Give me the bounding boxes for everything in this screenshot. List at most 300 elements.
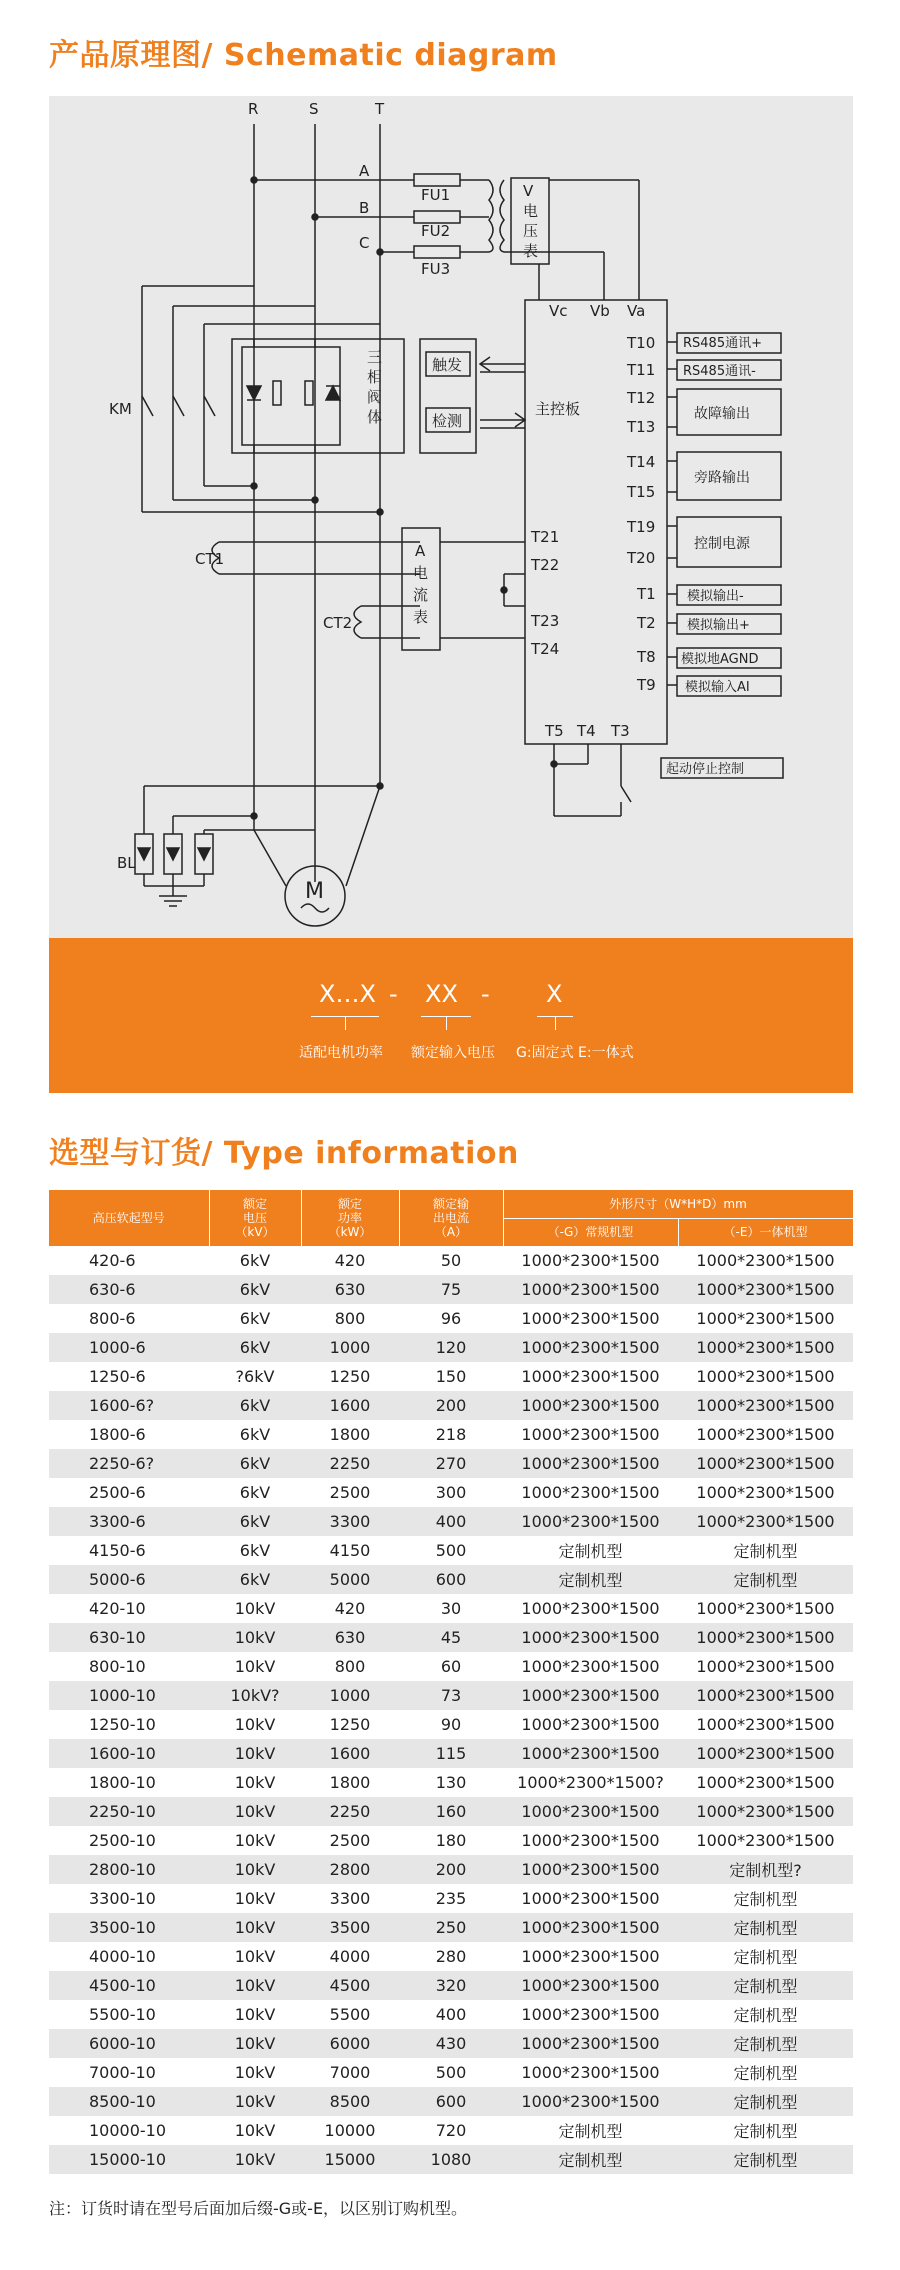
code-type: X	[546, 980, 563, 1008]
fuse-3: FU3	[421, 260, 451, 278]
terminal-t4: T4	[577, 722, 596, 740]
cell-size-g: 1000*2300*1500	[503, 1333, 678, 1362]
cell-voltage: 10kV	[234, 1773, 276, 1792]
cell-voltage: 10kV	[234, 1831, 276, 1850]
cell-size-g: 1000*2300*1500	[503, 1507, 678, 1536]
terminal-t20: T20	[627, 549, 656, 567]
cell-model: 3300-6	[49, 1507, 209, 1536]
cell-voltage: 6kV	[209, 1333, 301, 1362]
cell-current: 30	[440, 1599, 462, 1618]
header-voltage-line-1: 额定	[242, 1197, 267, 1211]
terminal-vc: Vc	[549, 302, 568, 320]
header-power-line-1: 额定	[337, 1197, 362, 1211]
cell-model: 1600-10	[49, 1739, 209, 1768]
cell-model: 630-10	[49, 1623, 209, 1652]
cell-model: 1800-10	[89, 1773, 156, 1792]
cell-size-e: 1000*2300*1500	[696, 1483, 835, 1502]
terminal-t2: T2	[637, 614, 656, 632]
terminal-va: Va	[627, 302, 646, 320]
voltmeter-label-3: 表	[523, 242, 539, 260]
terminal-t24: T24	[531, 640, 560, 658]
cell-voltage: 6kV	[239, 1483, 271, 1502]
table-row	[49, 1246, 853, 1275]
cell-power: 2500	[329, 1483, 371, 1502]
cell-model: 800-6	[89, 1309, 136, 1328]
cell-current: 50	[440, 1251, 462, 1270]
header-power-line-3: （kW）	[328, 1225, 372, 1239]
ammeter-label-2: 流	[413, 586, 429, 604]
cell-size-g: 定制机型	[503, 1565, 678, 1594]
motor-tilde-icon	[301, 904, 329, 912]
code-power: X…X	[319, 980, 376, 1008]
terminal-vb: Vb	[590, 302, 610, 320]
table-row	[49, 1623, 853, 1652]
cell-size-g: 1000*2300*1500	[503, 2087, 678, 2116]
header-model: 高压软起型号	[49, 1190, 209, 1246]
cell-size-e: 定制机型	[733, 2064, 798, 2083]
cell-current: 300	[435, 1483, 467, 1502]
cell-size-e: 1000*2300*1500	[696, 1425, 835, 1444]
code-dash-1: -	[389, 980, 398, 1008]
cell-voltage: 10kV	[234, 1599, 276, 1618]
cell-size-g: 1000*2300*1500	[521, 1715, 660, 1734]
code-voltage: XX	[425, 980, 458, 1008]
cell-current: 600	[399, 1565, 503, 1594]
header-size-g: （-G）常规机型	[503, 1218, 678, 1246]
cell-size-g: 1000*2300*1500	[521, 1889, 660, 1908]
cell-power: 1800	[329, 1773, 371, 1792]
cell-size-e: 定制机型	[733, 1948, 798, 1967]
cell-voltage: 6kV	[209, 1507, 301, 1536]
ammeter-label-1: 电	[413, 564, 429, 582]
cell-size-e: 定制机型	[733, 1542, 798, 1561]
cell-size-e: 1000*2300*1500	[696, 1657, 835, 1676]
cell-power: 2250	[301, 1797, 399, 1826]
cell-voltage: 10kV	[234, 2005, 276, 2024]
cell-size-g: 1000*2300*1500	[503, 1797, 678, 1826]
cell-voltage: 10kV	[209, 1623, 301, 1652]
terminal-t12: T12	[627, 389, 656, 407]
schematic-diagram	[49, 96, 853, 938]
table-row	[49, 1913, 853, 1942]
cell-voltage: ?6kV	[235, 1367, 275, 1386]
model-code-band	[49, 938, 853, 1093]
cell-model: 800-10	[89, 1657, 146, 1676]
type-table-body	[49, 1246, 853, 2174]
cell-current: 180	[435, 1831, 467, 1850]
trigger-label: 触发	[432, 356, 463, 374]
output-agnd: 模拟地AGND	[681, 652, 759, 667]
type-table	[49, 1190, 854, 2174]
output-rs485-minus: RS485通讯-	[683, 364, 756, 379]
cell-size-g: 1000*2300*1500	[521, 1657, 660, 1676]
cell-size-e: 1000*2300*1500	[678, 1333, 853, 1362]
cell-size-g: 1000*2300*1500	[503, 1739, 678, 1768]
cell-power: 7000	[329, 2063, 371, 2082]
terminal-t23: T23	[531, 612, 560, 630]
table-row	[49, 1420, 853, 1449]
thyristor-label-2: 阀	[367, 388, 383, 406]
order-note: 注：订货时请在型号后面加后缀-G或-E，以区别订购机型。	[49, 2199, 468, 2218]
code-caption-voltage: 额定输入电压	[411, 1045, 495, 1061]
cell-current: 200	[399, 1391, 503, 1420]
cell-current: 60	[440, 1657, 462, 1676]
motor-label: M	[305, 879, 324, 904]
km-label: KM	[109, 400, 132, 418]
cell-size-g: 1000*2300*1500	[521, 1831, 660, 1850]
cell-power: 10000	[324, 2121, 376, 2140]
cell-voltage: 6kV	[239, 1309, 271, 1328]
cell-size-e: 定制机型	[678, 2145, 853, 2174]
cell-power: 1250	[329, 1367, 371, 1386]
cell-voltage: 10kV	[209, 1739, 301, 1768]
cell-power: 1800	[329, 1425, 371, 1444]
table-row	[49, 1507, 853, 1536]
terminal-t15: T15	[627, 483, 656, 501]
cell-model: 1800-6	[89, 1425, 146, 1444]
cell-current: 430	[399, 2029, 503, 2058]
cell-current: 115	[399, 1739, 503, 1768]
cell-current: 90	[440, 1715, 462, 1734]
cell-current: 160	[399, 1797, 503, 1826]
cell-model: 2800-10	[49, 1855, 209, 1884]
cell-model: 3500-10	[49, 1913, 209, 1942]
code-dash-2: -	[481, 980, 490, 1008]
cell-current: 1080	[399, 2145, 503, 2174]
cell-power: 2250	[301, 1449, 399, 1478]
table-row	[49, 1275, 853, 1304]
cell-model: 5500-10	[89, 2005, 156, 2024]
cell-power: 420	[334, 1251, 366, 1270]
ct2-label: CT2	[323, 614, 353, 632]
header-voltage-line-3: （kV）	[235, 1225, 275, 1239]
code-tick-1	[345, 1016, 346, 1030]
table-row	[49, 1855, 853, 1884]
cell-power: 4500	[301, 1971, 399, 2000]
terminal-t3: T3	[611, 722, 630, 740]
output-analog-plus: 模拟输出+	[687, 618, 750, 633]
cell-current: 120	[399, 1333, 503, 1362]
cell-model: 630-6	[49, 1275, 209, 1304]
output-analog-in: 模拟输入AI	[685, 680, 750, 695]
cell-size-e: 定制机型	[733, 1890, 798, 1909]
cell-current: 96	[440, 1309, 462, 1328]
phase-s: S	[309, 100, 319, 118]
cell-size-e: 1000*2300*1500	[696, 1715, 835, 1734]
cell-size-g: 1000*2300*1500	[521, 2063, 660, 2082]
cell-size-g: 1000*2300*1500?	[517, 1773, 664, 1792]
table-row	[49, 1565, 853, 1594]
header-size-e: （-E）一体机型	[678, 1218, 853, 1246]
cell-voltage: 6kV	[239, 1541, 271, 1560]
table-row	[49, 1391, 853, 1420]
header-power	[301, 1190, 399, 1246]
terminal-t22: T22	[531, 556, 560, 574]
header-current-line-3: （A）	[434, 1225, 468, 1239]
cell-current: 400	[399, 1507, 503, 1536]
cell-current: 75	[399, 1275, 503, 1304]
cell-power: 15000	[301, 2145, 399, 2174]
terminal-t9: T9	[637, 676, 656, 694]
cell-size-e: 1000*2300*1500	[678, 1797, 853, 1826]
cell-voltage: 10kV	[209, 2145, 301, 2174]
cell-size-e: 定制机型	[678, 1913, 853, 1942]
cell-model: 7000-10	[89, 2063, 156, 2082]
cell-size-g: 1000*2300*1500	[503, 2029, 678, 2058]
cell-size-e: 1000*2300*1500	[696, 1599, 835, 1618]
cell-voltage: 6kV	[209, 1449, 301, 1478]
cell-model: 4500-10	[49, 1971, 209, 2000]
schematic-svg	[49, 96, 853, 938]
terminal-t14: T14	[627, 453, 656, 471]
table-row	[49, 1739, 853, 1768]
cell-size-e: 1000*2300*1500	[678, 1275, 853, 1304]
cell-size-e: 1000*2300*1500	[696, 1251, 835, 1270]
cell-model: 420-10	[89, 1599, 146, 1618]
cell-current: 720	[435, 2121, 467, 2140]
cell-power: 3500	[301, 1913, 399, 1942]
cell-power: 2800	[301, 1855, 399, 1884]
cell-size-g: 定制机型	[503, 2145, 678, 2174]
code-caption-power: 适配电机功率	[299, 1045, 383, 1061]
cell-size-g: 1000*2300*1500	[521, 1309, 660, 1328]
cell-voltage: 10kV	[234, 1657, 276, 1676]
cell-current: 400	[435, 2005, 467, 2024]
cell-voltage: 6kV	[209, 1391, 301, 1420]
cell-size-g: 1000*2300*1500	[503, 1971, 678, 2000]
cell-size-g: 1000*2300*1500	[521, 1599, 660, 1618]
voltmeter-label-0: V	[523, 182, 534, 200]
ammeter-label-0: A	[415, 542, 426, 560]
controller-label: 主控板	[535, 400, 581, 418]
output-fault: 故障输出	[694, 406, 750, 422]
cell-size-g: 1000*2300*1500	[521, 1251, 660, 1270]
cell-size-e: 1000*2300*1500	[696, 1831, 835, 1850]
cell-current: 280	[435, 1947, 467, 1966]
cell-current: 130	[435, 1773, 467, 1792]
terminal-t10: T10	[627, 334, 656, 352]
cell-size-e: 1000*2300*1500	[678, 1449, 853, 1478]
cell-size-g: 1000*2300*1500	[503, 1681, 678, 1710]
cell-model: 10000-10	[89, 2121, 167, 2140]
cell-size-g: 1000*2300*1500	[503, 1913, 678, 1942]
cell-power: 8500	[301, 2087, 399, 2116]
cell-current: 73	[399, 1681, 503, 1710]
cell-model: 8500-10	[49, 2087, 209, 2116]
cell-power: 800	[334, 1309, 366, 1328]
cell-current: 250	[399, 1913, 503, 1942]
cell-size-g: 1000*2300*1500	[503, 1855, 678, 1884]
cell-power: 800	[334, 1657, 366, 1676]
header-current-line-2: 出电流	[432, 1211, 469, 1225]
cell-current: 235	[435, 1889, 467, 1908]
header-size: 外形尺寸（W*H*D）mm	[503, 1190, 853, 1218]
terminal-t11: T11	[627, 361, 656, 379]
cell-voltage: 10kV?	[209, 1681, 301, 1710]
cell-size-g: 1000*2300*1500	[521, 1947, 660, 1966]
cell-power: 630	[301, 1623, 399, 1652]
cell-size-e: 1000*2300*1500	[678, 1681, 853, 1710]
cell-voltage: 10kV	[234, 2063, 276, 2082]
code-caption-type: G:固定式 E:一体式	[516, 1045, 634, 1061]
cell-power: 4000	[329, 1947, 371, 1966]
table-row	[49, 1884, 853, 1913]
cell-size-e: 定制机型?	[678, 1855, 853, 1884]
table-row	[49, 1710, 853, 1739]
cell-voltage: 10kV	[209, 2029, 301, 2058]
section-title-type-info: 选型与订货/ Type information	[49, 1136, 519, 1171]
detect-label: 检测	[432, 412, 463, 430]
table-row	[49, 1362, 853, 1391]
cell-power: 420	[334, 1599, 366, 1618]
table-row	[49, 1681, 853, 1710]
cell-model: 15000-10	[49, 2145, 209, 2174]
table-row	[49, 2145, 853, 2174]
cell-power: 1600	[301, 1739, 399, 1768]
thyristor-label-1: 相	[367, 368, 383, 386]
cell-voltage: 6kV	[209, 1275, 301, 1304]
header-current-line-1: 额定输	[432, 1197, 469, 1211]
table-row	[49, 1304, 853, 1333]
cell-voltage: 10kV	[209, 1855, 301, 1884]
phase-t: T	[375, 100, 385, 118]
cell-voltage: 10kV	[234, 1889, 276, 1908]
header-current	[399, 1190, 503, 1246]
cell-model: 1000-6	[49, 1333, 209, 1362]
cell-model: 2500-6	[89, 1483, 146, 1502]
cell-model: 5000-6	[49, 1565, 209, 1594]
table-row	[49, 1478, 853, 1507]
cell-size-e: 1000*2300*1500	[678, 1391, 853, 1420]
code-tick-3	[555, 1016, 556, 1030]
terminal-t5: T5	[545, 722, 564, 740]
thyristor-label-3: 体	[367, 408, 383, 426]
cell-power: 1000	[301, 1681, 399, 1710]
section-title-schematic: 产品原理图/ Schematic diagram	[49, 38, 558, 73]
terminal-t13: T13	[627, 418, 656, 436]
voltmeter-label-2: 压	[523, 222, 539, 240]
cell-current: 45	[399, 1623, 503, 1652]
cell-model: 1250-6	[89, 1367, 146, 1386]
cell-model: 1250-10	[89, 1715, 156, 1734]
cell-current: 270	[399, 1449, 503, 1478]
table-row	[49, 2087, 853, 2116]
cell-size-e: 定制机型	[678, 2029, 853, 2058]
table-row	[49, 1536, 853, 1565]
fuse-2: FU2	[421, 222, 451, 240]
cell-power: 1600	[301, 1391, 399, 1420]
cell-voltage: 10kV	[234, 1715, 276, 1734]
cell-power: 2500	[329, 1831, 371, 1850]
table-row	[49, 2116, 853, 2145]
cell-model: 1600-6?	[49, 1391, 209, 1420]
cell-voltage: 6kV	[209, 1565, 301, 1594]
terminal-t8: T8	[637, 648, 656, 666]
cell-power: 4150	[329, 1541, 371, 1560]
thyristor-label-0: 三	[367, 348, 383, 366]
line-c: C	[359, 234, 370, 252]
cell-current: 200	[399, 1855, 503, 1884]
cell-size-e: 1000*2300*1500	[678, 1739, 853, 1768]
cell-current: 218	[435, 1425, 467, 1444]
cell-power: 3300	[301, 1507, 399, 1536]
cell-current: 320	[399, 1971, 503, 2000]
table-row	[49, 1942, 853, 1971]
cell-voltage: 10kV	[209, 1913, 301, 1942]
cell-model: 1000-10	[49, 1681, 209, 1710]
cell-power: 3300	[329, 1889, 371, 1908]
cell-size-g: 1000*2300*1500	[521, 1367, 660, 1386]
cell-model: 4150-6	[89, 1541, 146, 1560]
output-bypass: 旁路输出	[694, 470, 750, 486]
cell-power: 630	[301, 1275, 399, 1304]
output-rs485-plus: RS485通讯+	[683, 336, 762, 351]
cell-size-e: 定制机型	[733, 2006, 798, 2025]
cell-size-e: 定制机型	[678, 2087, 853, 2116]
table-row	[49, 1797, 853, 1826]
table-row	[49, 1594, 853, 1623]
terminal-t1: T1	[637, 585, 656, 603]
line-a: A	[359, 162, 370, 180]
cell-size-g: 1000*2300*1500	[503, 1391, 678, 1420]
cell-size-e: 1000*2300*1500	[696, 1773, 835, 1792]
cell-current: 600	[399, 2087, 503, 2116]
cell-size-g: 1000*2300*1500	[503, 1623, 678, 1652]
cell-size-e: 定制机型	[678, 1565, 853, 1594]
phase-r: R	[248, 100, 259, 118]
cell-size-e: 1000*2300*1500	[696, 1309, 835, 1328]
cell-voltage: 6kV	[239, 1425, 271, 1444]
cell-model: 420-6	[89, 1251, 136, 1270]
cell-power: 5000	[301, 1565, 399, 1594]
cell-size-e: 定制机型	[678, 1971, 853, 2000]
terminal-t19: T19	[627, 518, 656, 536]
cell-size-g: 定制机型	[558, 2122, 623, 2141]
cell-voltage: 10kV	[209, 1971, 301, 2000]
cell-size-e: 1000*2300*1500	[696, 1367, 835, 1386]
ammeter-label-3: 表	[413, 608, 429, 626]
output-ctrl-power: 控制电源	[694, 536, 750, 552]
table-row	[49, 2058, 853, 2087]
cell-size-e: 1000*2300*1500	[678, 1507, 853, 1536]
voltmeter-label-1: 电	[523, 202, 539, 220]
cell-power: 6000	[301, 2029, 399, 2058]
cell-power: 5500	[329, 2005, 371, 2024]
bl-label: BL	[117, 854, 136, 872]
cell-voltage: 6kV	[239, 1251, 271, 1270]
cell-model: 4000-10	[89, 1947, 156, 1966]
cell-power: 1250	[329, 1715, 371, 1734]
cell-model: 2500-10	[89, 1831, 156, 1850]
cell-size-g: 1000*2300*1500	[521, 1483, 660, 1502]
header-voltage	[209, 1190, 301, 1246]
table-row	[49, 1449, 853, 1478]
cell-size-e: 1000*2300*1500	[678, 1623, 853, 1652]
cell-current: 500	[435, 1541, 467, 1560]
cell-size-g: 1000*2300*1500	[521, 1425, 660, 1444]
cell-model: 2250-6?	[49, 1449, 209, 1478]
table-row	[49, 1971, 853, 2000]
cell-voltage: 10kV	[234, 2121, 276, 2140]
table-row	[49, 1768, 853, 1797]
cell-model: 3300-10	[89, 1889, 156, 1908]
header-power-line-2: 功率	[337, 1211, 362, 1225]
cell-size-g: 1000*2300*1500	[503, 1449, 678, 1478]
ct1-label: CT1	[195, 550, 225, 568]
table-row	[49, 1333, 853, 1362]
start-stop-label: 起动停止控制	[666, 762, 745, 777]
cell-size-g: 1000*2300*1500	[503, 1275, 678, 1304]
